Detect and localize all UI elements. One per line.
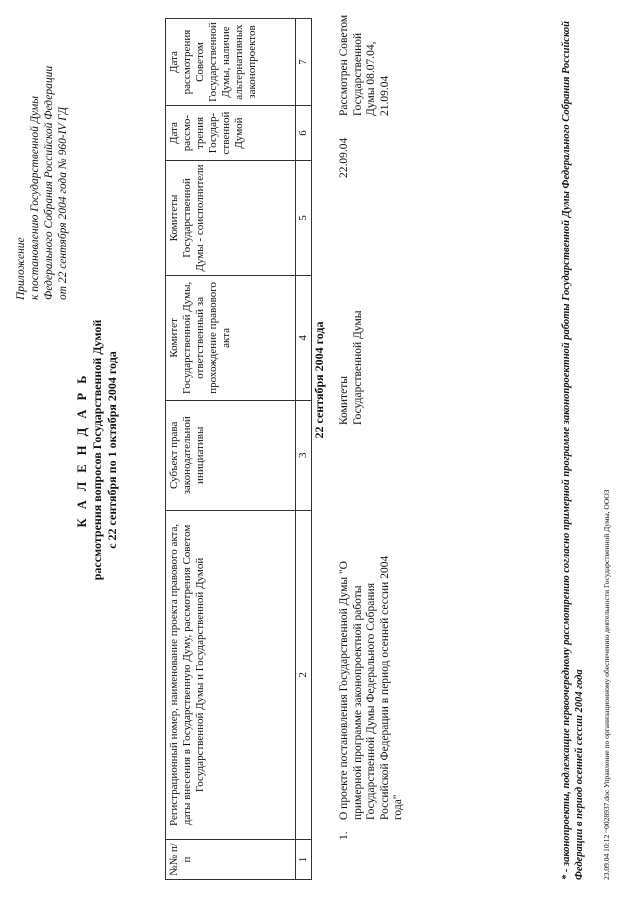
table-number-row bbox=[296, 19, 312, 880]
table-header-row bbox=[166, 19, 296, 880]
number-cell: 3 bbox=[296, 400, 312, 510]
header-cell: Дата рассмо-трения Государ-ственной Думой bbox=[166, 106, 296, 161]
item-number: 1. bbox=[338, 831, 350, 840]
item-name: О проекте постановления Государственной Думы "О примерной программе законопроектной работы Государственной Думы Федерального Собрания Российской Федерации в период осенней сессии 2004 года" bbox=[338, 555, 404, 820]
header-cell: Регистрационный номер, наименование проекта правового акта, даты внесения в Государственную Думу, рассмотрения Советом Государственной Думы и Государственной Думой bbox=[166, 510, 296, 839]
appendix-line-2: к постановлению Государственной Думы bbox=[29, 95, 41, 300]
item-committee: Комитеты Государственной Думы bbox=[338, 310, 364, 425]
title-line-3: с 22 сентября по 1 октября 2004 года bbox=[105, 351, 119, 549]
header-cell: Дата рассмотрения Советом Государственной Думы, наличие альтернативных законопроектов bbox=[166, 19, 296, 106]
calendar-table bbox=[165, 18, 312, 880]
title-line-2: рассмотрения вопросов Государственной Думой bbox=[90, 319, 104, 581]
appendix-line-3: Федерального Собрания Российской Федерации bbox=[43, 65, 55, 300]
appendix-note bbox=[14, 10, 70, 300]
number-cell: 1 bbox=[296, 840, 312, 880]
title-line-1: К А Л Е Н Д А Р Ь bbox=[75, 372, 89, 528]
number-cell: 5 bbox=[296, 161, 312, 276]
appendix-line-1: Приложение bbox=[15, 237, 27, 300]
header-cell: Комитеты Государственной Думы - соисполнители bbox=[166, 161, 296, 276]
number-cell: 4 bbox=[296, 275, 312, 400]
header-cell: Комитет Государственной Думы, ответственный за прохождение правового акта bbox=[166, 275, 296, 400]
header-cell: №№ п/п bbox=[166, 840, 296, 880]
appendix-line-4: от 22 сентября 2004 года № 960-IV ГД bbox=[57, 106, 69, 300]
file-footer: 23.09.04 10:12 ~0028937.doc Управление по организационному обеспечению деятельности Государственной Думы, ОООЗ bbox=[602, 489, 611, 880]
number-cell: 2 bbox=[296, 510, 312, 839]
footnote: * - законопроекты, подлежащие первоочередному рассмотрению согласно примерной программе законопроектной работы Государственной Думы Федерального Собрания Российской Федерации в период осенней сессии 2004 года bbox=[561, 21, 585, 880]
header-cell: Субъект права законодательной инициативы bbox=[166, 400, 296, 510]
number-cell: 6 bbox=[296, 106, 312, 161]
day-heading: 22 сентября 2004 года bbox=[312, 321, 326, 439]
item-council-review: Рассмотрен Советом Государственной Думы 08.07.04, 21.09.04 bbox=[338, 14, 391, 116]
item-date: 22.09.04 bbox=[338, 137, 350, 178]
number-cell: 7 bbox=[296, 19, 312, 106]
document-title bbox=[75, 240, 120, 660]
